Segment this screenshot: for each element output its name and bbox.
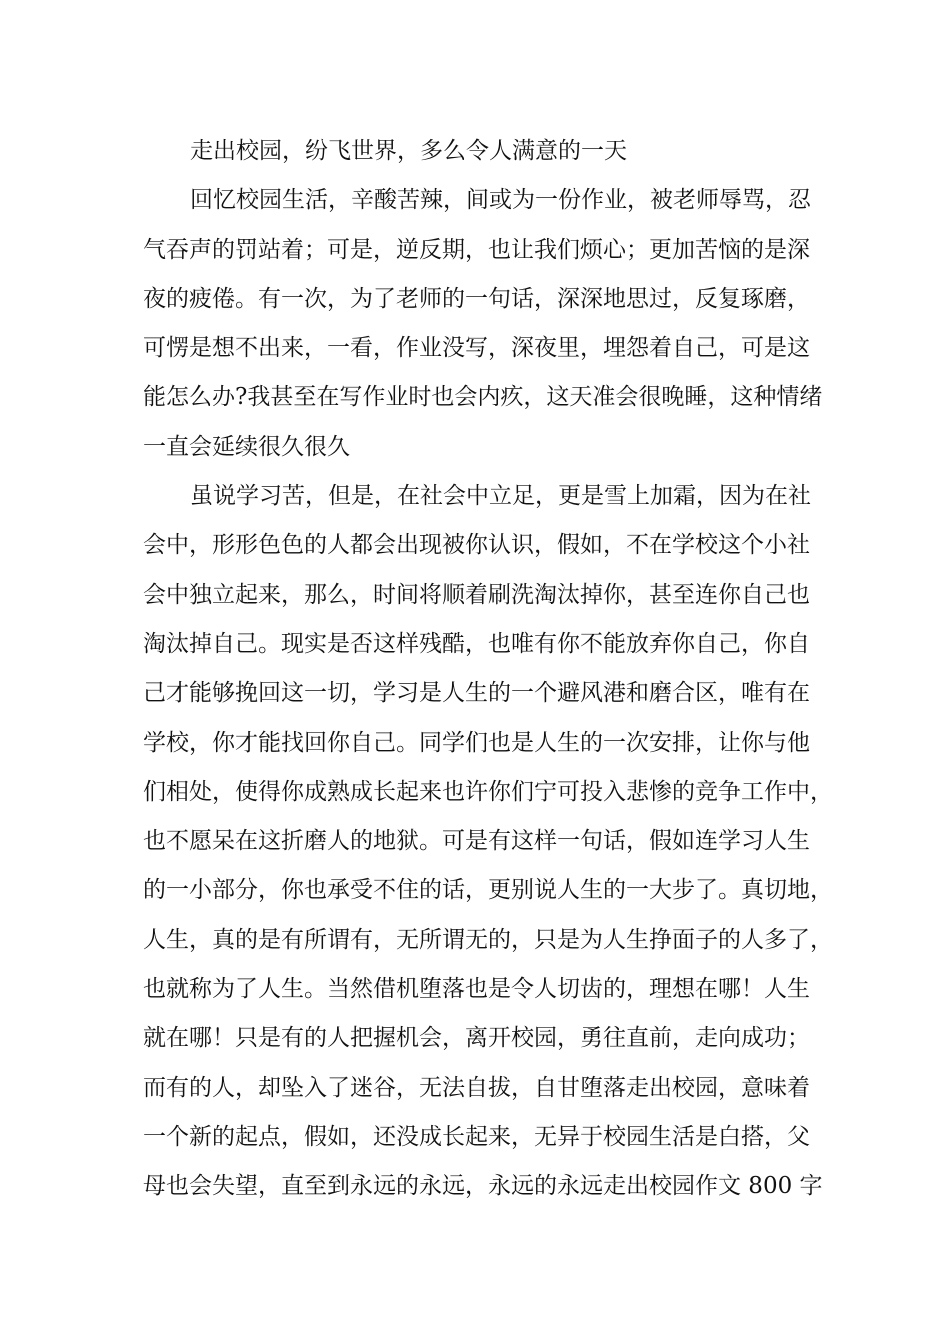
text-line: 一直会延续很久很久 — [143, 433, 350, 460]
text-line: 能怎么办?我甚至在写作业时也会内疚，这天准会很晚睡，这种情绪 — [143, 384, 823, 411]
text-line: 夜的疲倦。有一次，为了老师的一句话，深深地思过，反复琢磨， — [143, 285, 810, 312]
text-line: 气吞声的罚站着；可是，逆反期，也让我们烦心；更加苦恼的是深 — [143, 236, 810, 263]
text-line: 人生，真的是有所谓有，无所谓无的，只是为人生挣面子的人多了， — [143, 926, 833, 953]
text-line: 也就称为了人生。当然借机堕落也是令人切齿的，理想在哪！人生 — [143, 976, 810, 1003]
text-line: 己才能够挽回这一切，学习是人生的一个避风港和磨合区，唯有在 — [143, 680, 810, 707]
text-line: 虽说学习苦，但是，在社会中立足，更是雪上加霜，因为在社 — [190, 483, 811, 510]
text-line: 可愣是想不出来，一看，作业没写，深夜里，埋怨着自己，可是这 — [143, 335, 810, 362]
essay-text-block — [143, 127, 833, 1212]
text-line: 回忆校园生活，辛酸苦辣，间或为一份作业，被老师辱骂，忍 — [190, 187, 811, 214]
text-line: 就在哪！只是有的人把握机会，离开校园，勇往直前，走向成功； — [143, 1025, 810, 1052]
text-line: 们相处，使得你成熟成长起来也许你们宁可投入悲惨的竞争工作中， — [143, 778, 833, 805]
text-line: 的一小部分，你也承受不住的话，更别说人生的一大步了。真切地， — [143, 877, 833, 904]
text-line: 学校，你才能找回你自己。同学们也是人生的一次安排，让你与他 — [143, 729, 810, 756]
text-line: 而有的人，却坠入了迷谷，无法自拔，自甘堕落走出校园，意味着 — [143, 1074, 810, 1101]
text-line: 会中独立起来，那么，时间将顺着刷洗淘汰掉你，甚至连你自己也 — [143, 581, 810, 608]
text-line: 会中，形形色色的人都会出现被你认识，假如，不在学校这个小社 — [143, 532, 810, 559]
text-line: 也不愿呆在这折磨人的地狱。可是有这样一句话，假如连学习人生 — [143, 828, 810, 855]
text-line: 走出校园，纷飞世界，多么令人满意的一天 — [190, 138, 627, 164]
text-line: 淘汰掉自己。现实是否这样残酷，也唯有你不能放弃你自己，你自 — [143, 630, 810, 657]
text-line: 一个新的起点，假如，还没成长起来，无异于校园生活是白搭，父 — [143, 1123, 810, 1150]
text-line: 母也会失望，直至到永远的永远，永远的永远走出校园作文 800 字 — [143, 1173, 823, 1200]
